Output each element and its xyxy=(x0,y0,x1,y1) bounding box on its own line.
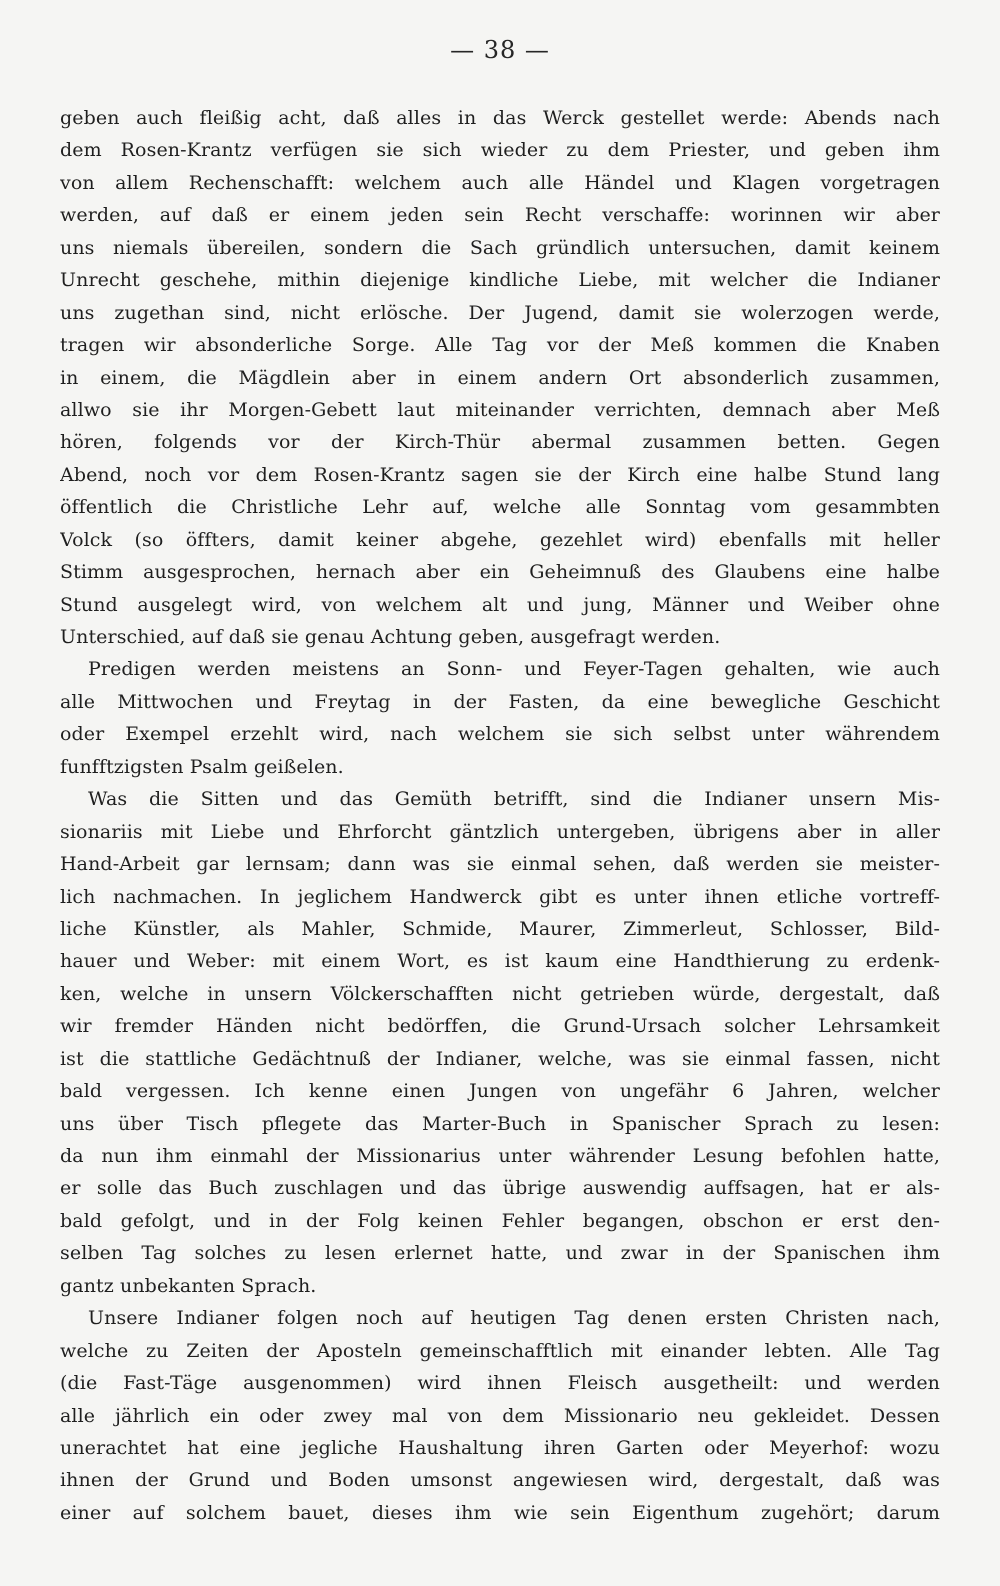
text-line: von allem Rechenschafft: welchem auch alle Händel und Klagen vorgetragen xyxy=(60,171,940,194)
text-line: einer auf solchem bauet, dieses ihm wie sein Eigenthum zugehört; darum xyxy=(60,1501,940,1524)
text-line: hören, folgends vor der Kirch-Thür abermal zusammen betten. Gegen xyxy=(60,431,940,454)
text-line: öffentlich die Christliche Lehr auf, welche alle Sonntag vom gesammbten xyxy=(60,496,940,519)
text-line: dem Rosen-Krantz verfügen sie sich wieder zu dem Priester, und geben ihm xyxy=(60,139,940,162)
text-line: unerachtet hat eine jegliche Haushaltung ihren Garten oder Meyerhof: wozu xyxy=(60,1436,940,1459)
text-line: uns über Tisch pflegete das Marter-Buch in Spanischer Sprach zu lesen: xyxy=(60,1112,940,1135)
text-line: Hand-Arbeit gar lernsam; dann was sie einmal sehen, daß werden sie meister- xyxy=(60,853,940,876)
text-line: Stimm ausgesprochen, hernach aber ein Geheimnuß des Glaubens eine halbe xyxy=(60,561,940,584)
text-line: da nun ihm einmahl der Missionarius unter währender Lesung befohlen hatte, xyxy=(60,1145,940,1167)
text-line: hauer und Weber: mit einem Wort, es ist kaum eine Handthierung zu erdenk- xyxy=(60,950,940,973)
text-line: Volck (so öffters, damit keiner abgehe, gezehlet wird) ebenfalls mit heller xyxy=(60,528,940,551)
text-line: alle jährlich ein oder zwey mal von dem Missionario neu gekleidet. Dessen xyxy=(60,1404,940,1427)
text-line: Unterschied, auf daß sie genau Achtung geben, ausgefragt werden. xyxy=(60,626,721,648)
text-line: welche zu Zeiten der Aposteln gemeinschafftlich mit einander lebten. Alle Tag xyxy=(60,1339,940,1362)
text-line: Abend, noch vor dem Rosen-Krantz sagen sie der Kirch eine halbe Stund lang xyxy=(60,463,940,486)
text-line: Stund ausgelegt wird, von welchem alt und jung, Männer und Weiber ohne xyxy=(60,593,940,616)
text-line: bald gefolgt, und in der Folg keinen Fehler begangen, obschon er erst den- xyxy=(60,1209,940,1232)
text-line: alle Mittwochen und Freytag in der Fasten, da eine bewegliche Geschicht xyxy=(60,690,940,713)
text-line: tragen wir absonderliche Sorge. Alle Tag vor der Meß kommen die Knaben xyxy=(60,334,940,357)
text-line: bald vergessen. Ich kenne einen Jungen von ungefähr 6 Jahren, welcher xyxy=(60,1080,940,1103)
text-line: wir fremder Händen nicht bedörffen, die Grund-Ursach solcher Lehrsamkeit xyxy=(60,1015,940,1038)
text-line: selben Tag solches zu lesen erlernet hatte, und zwar in der Spanischen ihm xyxy=(60,1242,940,1265)
text-line: werden, auf daß er einem jeden sein Recht verschaffe: worinnen wir aber xyxy=(60,204,940,227)
page-number: — 38 — xyxy=(450,36,550,64)
text-line: Unsere Indianer folgen noch auf heutigen Tag denen ersten Christen nach, xyxy=(88,1307,940,1330)
text-line: funfftzigsten Psalm geißelen. xyxy=(60,755,344,778)
text-line: Predigen werden meistens an Sonn- und Feyer-Tagen gehalten, wie auch xyxy=(88,658,940,681)
text-line: geben auch fleißig acht, daß alles in das Werck gestellet werde: Abends nach xyxy=(60,107,940,129)
text-line: uns zugethan sind, nicht erlösche. Der Jugend, damit sie wolerzogen werde, xyxy=(60,301,940,324)
text-line: (die Fast-Täge ausgenommen) wird ihnen Fleisch ausgetheilt: und werden xyxy=(60,1372,940,1395)
text-line: in einem, die Mägdlein aber in einem andern Ort absonderlich zusammen, xyxy=(60,366,940,389)
text-line: liche Künstler, als Mahler, Schmide, Maurer, Zimmerleut, Schlosser, Bild- xyxy=(60,917,940,940)
text-line: sionariis mit Liebe und Ehrforcht gäntzlich untergeben, übrigens aber in aller xyxy=(60,820,940,843)
text-line: ist die stattliche Gedächtnuß der Indianer, welche, was sie einmal fassen, nicht xyxy=(60,1047,940,1070)
text-line: uns niemals übereilen, sondern die Sach gründlich untersuchen, damit keinem xyxy=(60,236,940,259)
text-line: allwo sie ihr Morgen-Gebett laut miteinander verrichten, demnach aber Meß xyxy=(60,398,940,421)
text-line: Was die Sitten und das Gemüth betrifft, sind die Indianer unsern Mis- xyxy=(88,788,940,811)
text-line: ken, welche in unsern Völckerschafften nicht getrieben würde, dergestalt, daß xyxy=(60,982,940,1005)
text-line: Unrecht geschehe, mithin diejenige kindliche Liebe, mit welcher die Indianer xyxy=(60,269,940,292)
text-line: lich nachmachen. In jeglichem Handwerck gibt es unter ihnen etliche vortreff- xyxy=(60,885,940,908)
text-line: ihnen der Grund und Boden umsonst angewiesen wird, dergestalt, daß was xyxy=(60,1469,940,1492)
text-line: er solle das Buch zuschlagen und das übrige auswendig auffsagen, hat er als- xyxy=(60,1177,940,1200)
text-line: gantz unbekanten Sprach. xyxy=(60,1274,317,1297)
text-line: oder Exempel erzehlt wird, nach welchem sie sich selbst unter währendem xyxy=(60,723,940,746)
body-text xyxy=(60,102,940,1529)
